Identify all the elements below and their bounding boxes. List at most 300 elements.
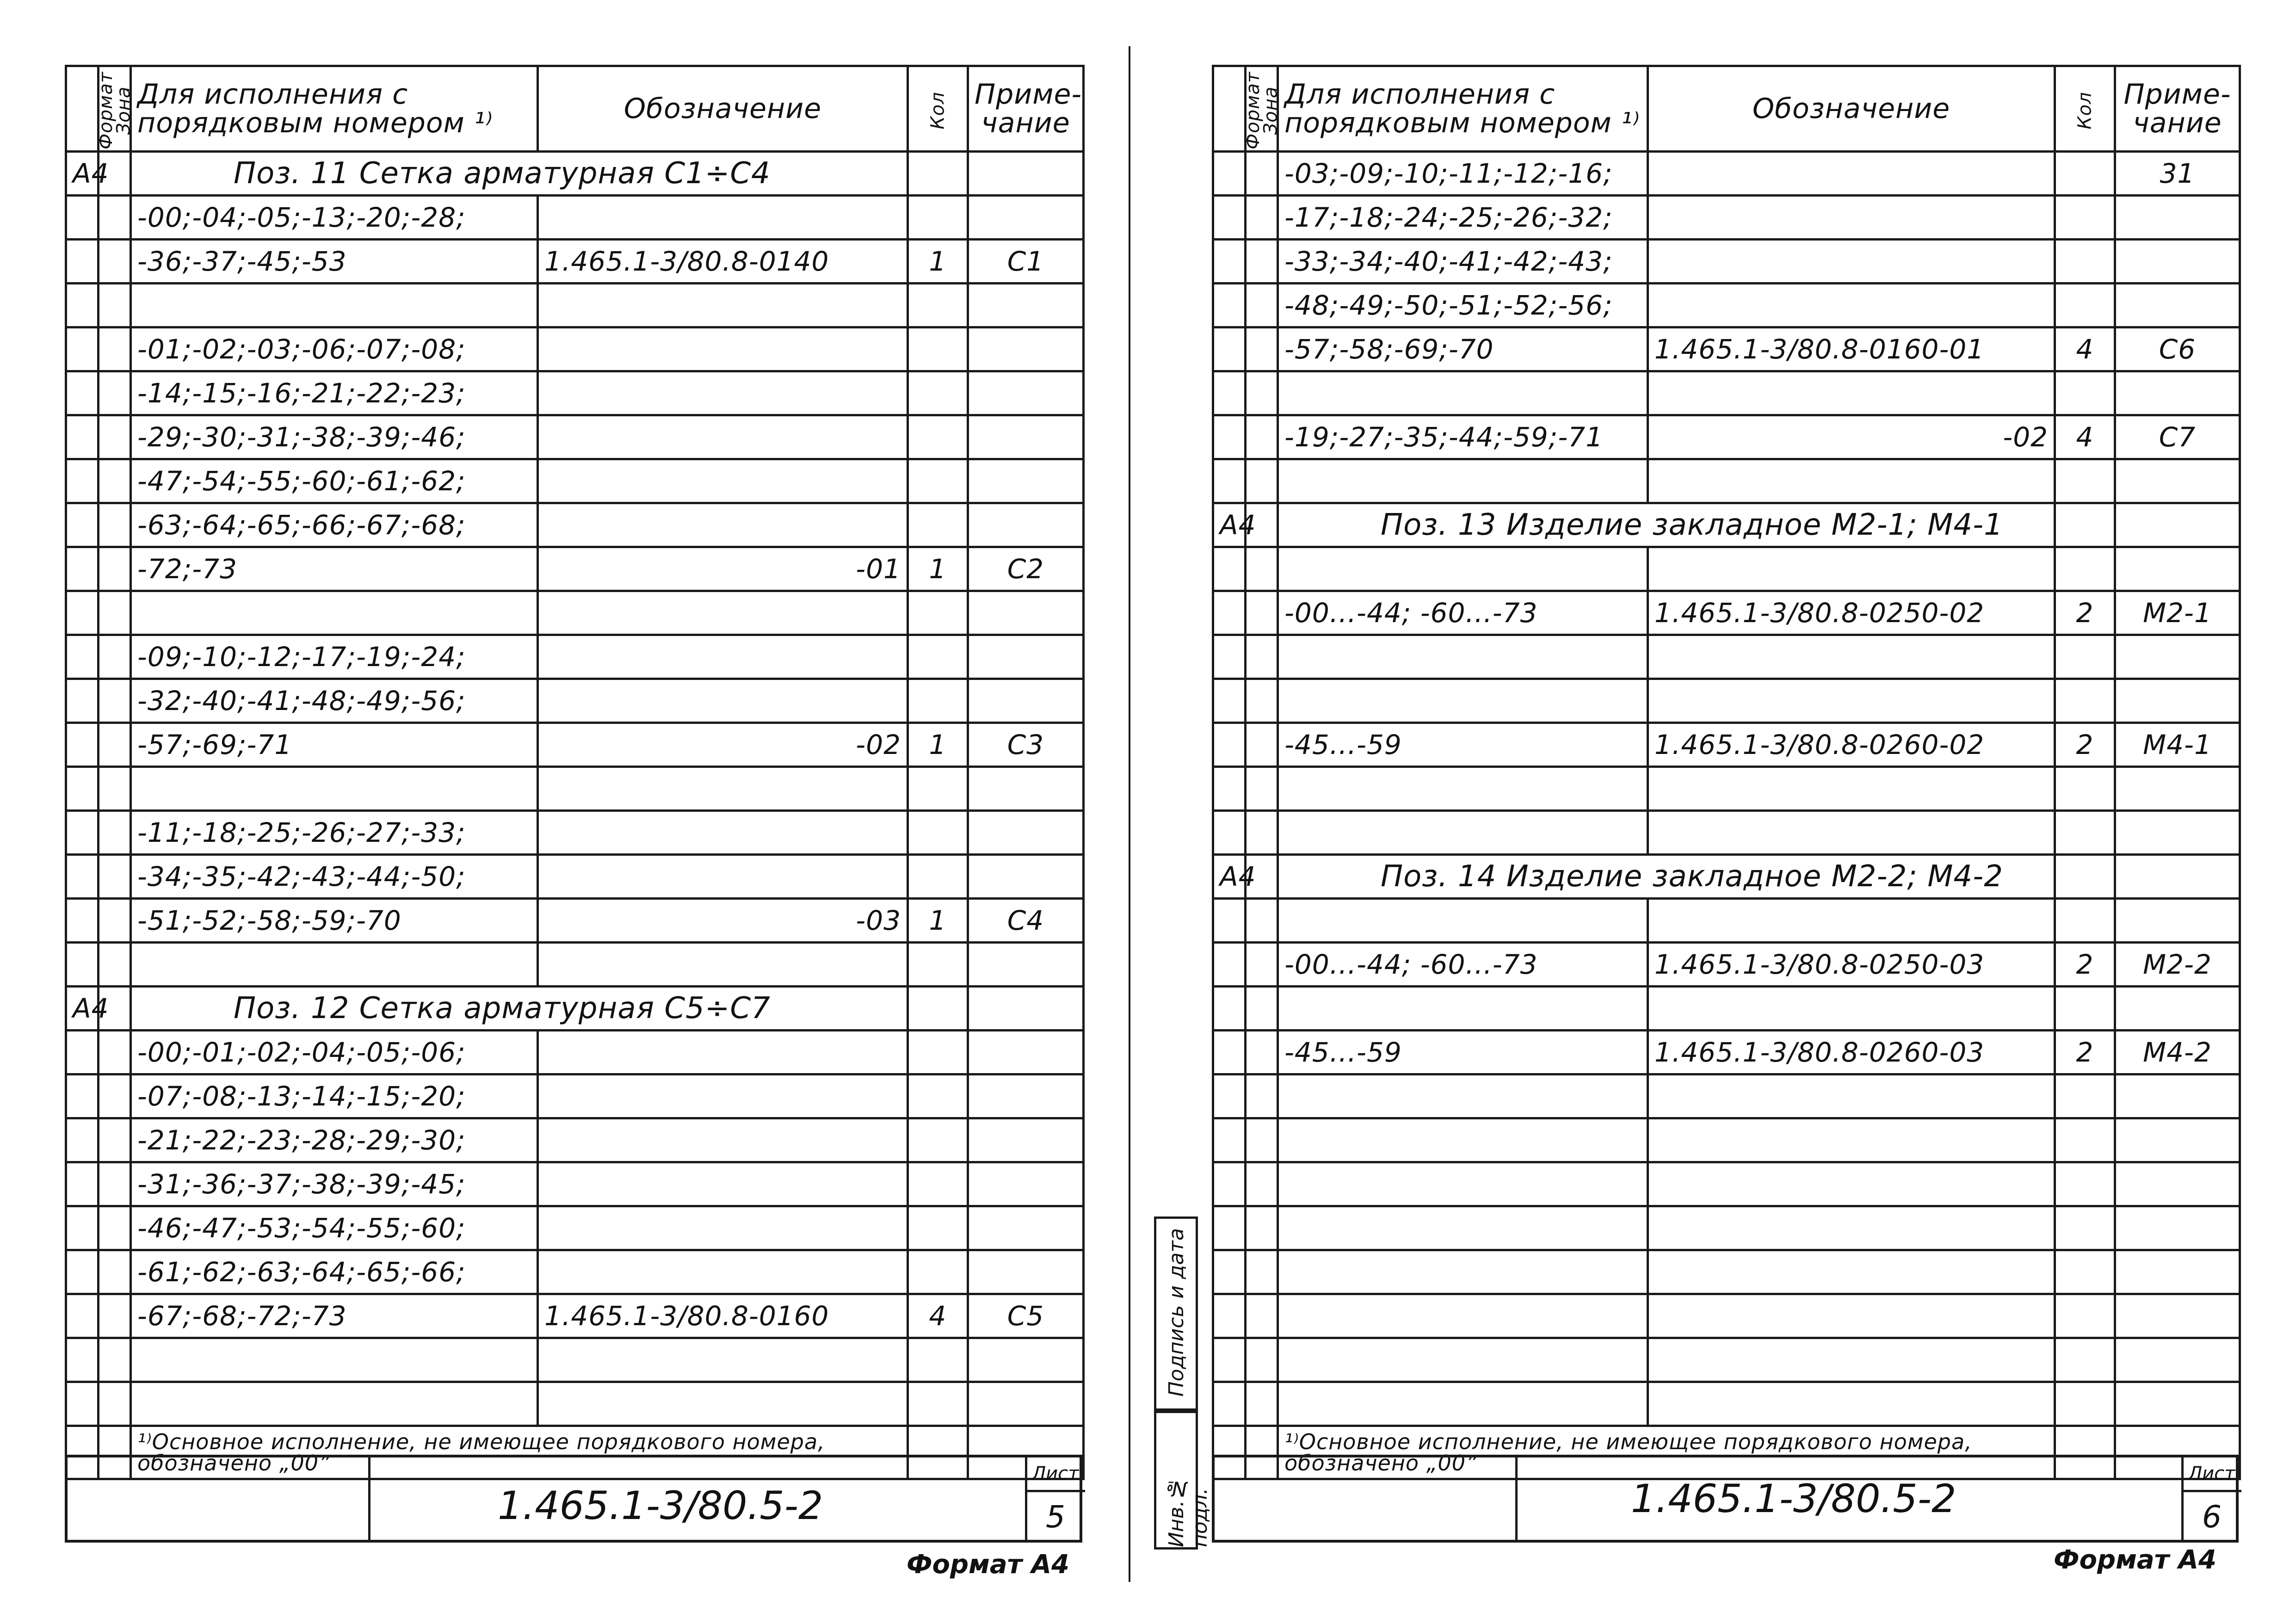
cell-designation [1648, 152, 2055, 196]
cell-variant [1278, 371, 1648, 415]
cell-zone [99, 240, 131, 284]
section-title-row [1213, 503, 2240, 547]
table-row [1213, 1338, 2240, 1382]
cell-qty [908, 855, 968, 899]
cell-qty: 2 [2055, 943, 2115, 987]
cell-note [968, 591, 1084, 635]
cell-note [968, 811, 1084, 855]
cell-designation [1648, 371, 2055, 415]
cell-variant: -61;-62;-63;-64;-65;-66; [131, 1250, 538, 1294]
cell-variant: -32;-40;-41;-48;-49;-56; [131, 679, 538, 723]
cell-designation [1648, 1162, 2055, 1206]
cell-qty [908, 679, 968, 723]
table-row [66, 943, 1084, 987]
cell-format [1213, 1031, 1246, 1074]
table-row [1213, 679, 2240, 723]
header-zone: Зона [1246, 66, 1278, 152]
cell-qty: 1 [908, 240, 968, 284]
header-designation: Обозначение [538, 66, 908, 152]
cell-variant: -09;-10;-12;-17;-19;-24; [131, 635, 538, 679]
cell-format: А4 [1213, 855, 1246, 899]
cell-zone [1246, 1031, 1278, 1074]
cell-zone [1246, 1118, 1278, 1162]
cell-qty [908, 503, 968, 547]
cell-format [66, 1162, 99, 1206]
cell-zone [1246, 459, 1278, 503]
cell-note [968, 327, 1084, 371]
table-row [1213, 635, 2240, 679]
cell-format [66, 240, 99, 284]
cell-note [968, 415, 1084, 459]
cell-designation [538, 679, 908, 723]
cell-qty [908, 1250, 968, 1294]
footnote: ¹⁾Основное исполнение, не имеющее порядкового номера, обозначено „00” [131, 1426, 908, 1479]
cell-format: А4 [1213, 503, 1246, 547]
cell-qty [908, 371, 968, 415]
header-qty: Кол [908, 66, 968, 152]
cell-qty [2055, 1250, 2115, 1294]
cell-note [968, 1162, 1084, 1206]
cell-variant: -72;-73 [131, 547, 538, 591]
table-row [66, 1031, 1084, 1074]
cell-note [968, 767, 1084, 811]
cell-format [1213, 811, 1246, 855]
cell-format [1213, 1338, 1246, 1382]
cell-variant: -17;-18;-24;-25;-26;-32; [1278, 196, 1648, 240]
cell-qty [908, 811, 968, 855]
cell-qty [2055, 1382, 2115, 1426]
spec-table-left [65, 65, 1085, 1480]
cell-note: С5 [968, 1294, 1084, 1338]
table-row [1213, 899, 2240, 943]
cell-note [2115, 196, 2240, 240]
cell-designation [1648, 679, 2055, 723]
cell-zone [99, 855, 131, 899]
cell-zone [1246, 547, 1278, 591]
cell-zone [99, 547, 131, 591]
cell-note: М4-2 [2115, 1031, 2240, 1074]
cell-variant [1278, 1206, 1648, 1250]
cell-format [66, 547, 99, 591]
cell-format [66, 284, 99, 327]
cell-qty [2055, 1162, 2115, 1206]
cell-designation [538, 1118, 908, 1162]
cell-zone [1246, 415, 1278, 459]
cell-note [968, 503, 1084, 547]
cell-format [1213, 943, 1246, 987]
cell-qty [908, 1118, 968, 1162]
cell-note [2115, 899, 2240, 943]
cell-qty [908, 987, 968, 1031]
cell-zone [99, 503, 131, 547]
cell-format [1213, 240, 1246, 284]
table-row [1213, 371, 2240, 415]
cell-zone [1246, 767, 1278, 811]
cell-note [968, 943, 1084, 987]
table-row [1213, 1206, 2240, 1250]
sheet-label: Лист [1032, 1463, 1079, 1484]
table-row [1213, 1294, 2240, 1338]
cell-designation [538, 811, 908, 855]
table-row [66, 1338, 1084, 1382]
cell-note [968, 1338, 1084, 1382]
cell-designation [538, 1162, 908, 1206]
cell-format [1213, 723, 1246, 767]
cell-note [968, 152, 1084, 196]
cell-format [1213, 152, 1246, 196]
cell-format [1213, 591, 1246, 635]
cell-designation [1648, 1294, 2055, 1338]
cell-zone [1246, 371, 1278, 415]
cell-note [968, 196, 1084, 240]
section-title: Поз. 14 Изделие закладное М2-2; М4-2 [1278, 855, 2055, 899]
cell-variant [131, 284, 538, 327]
cell-designation [538, 196, 908, 240]
cell-note: С6 [2115, 327, 2240, 371]
cell-format [1213, 1074, 1246, 1118]
cell-variant: -01;-02;-03;-06;-07;-08; [131, 327, 538, 371]
cell-zone [99, 723, 131, 767]
cell-designation [538, 327, 908, 371]
cell-format [1213, 635, 1246, 679]
cell-format [1213, 284, 1246, 327]
cell-note [968, 459, 1084, 503]
cell-qty [2055, 284, 2115, 327]
cell-note [2115, 1118, 2240, 1162]
header-variant: Для исполнения с порядковым номером ¹⁾ [1278, 66, 1648, 152]
section-title: Поз. 11 Сетка арматурная С1÷С4 [131, 152, 908, 196]
cell-format [66, 1338, 99, 1382]
cell-zone [1246, 327, 1278, 371]
cell-qty [908, 943, 968, 987]
table-row [66, 1118, 1084, 1162]
cell-designation [1648, 1206, 2055, 1250]
cell-qty [908, 1338, 968, 1382]
table-row [1213, 547, 2240, 591]
cell-zone [99, 1118, 131, 1162]
cell-note: 31 [2115, 152, 2240, 196]
cell-zone [99, 1382, 131, 1426]
cell-qty [2055, 1074, 2115, 1118]
cell-note [968, 284, 1084, 327]
section-title: Поз. 12 Сетка арматурная С5÷С7 [131, 987, 908, 1031]
table-row [66, 679, 1084, 723]
cell-zone [99, 459, 131, 503]
table-row [66, 459, 1084, 503]
footnote: ¹⁾Основное исполнение, не имеющее порядкового номера, обозначено „00” [1278, 1426, 2055, 1479]
cell-format [66, 459, 99, 503]
cell-note [968, 1250, 1084, 1294]
cell-zone [1246, 987, 1278, 1031]
cell-variant [1278, 987, 1648, 1031]
cell-zone [99, 811, 131, 855]
table-row [1213, 1382, 2240, 1426]
cell-format [66, 415, 99, 459]
table-row [1213, 1031, 2240, 1074]
cell-zone [99, 899, 131, 943]
cell-note [968, 1074, 1084, 1118]
cell-designation: 1.465.1-3/80.8-0160-01 [1648, 327, 2055, 371]
cell-format [66, 1074, 99, 1118]
cell-variant: -03;-09;-10;-11;-12;-16; [1278, 152, 1648, 196]
table-row [1213, 811, 2240, 855]
cell-designation [538, 1338, 908, 1382]
table-row [66, 1162, 1084, 1206]
cell-variant [131, 1382, 538, 1426]
table-row [1213, 152, 2240, 196]
table-row [66, 635, 1084, 679]
cell-variant [1278, 1382, 1648, 1426]
cell-zone [99, 767, 131, 811]
cell-note [2115, 1074, 2240, 1118]
cell-variant: -34;-35;-42;-43;-44;-50; [131, 855, 538, 899]
cell-note [968, 1031, 1084, 1074]
cell-variant: -14;-15;-16;-21;-22;-23; [131, 371, 538, 415]
header-format: Формат [66, 66, 99, 152]
table-row [1213, 723, 2240, 767]
side-stamp-inv: Инв.№ подл. [1154, 1411, 1198, 1550]
cell-designation: 1.465.1-3/80.8-0160 [538, 1294, 908, 1338]
title-block [65, 1455, 1082, 1543]
cell-qty: 2 [2055, 1031, 2115, 1074]
table-row [1213, 987, 2240, 1031]
cell-designation [538, 1250, 908, 1294]
table-row [1213, 459, 2240, 503]
cell-format [66, 635, 99, 679]
cell-designation: 1.465.1-3/80.8-0250-03 [1648, 943, 2055, 987]
spec-body-right [1213, 152, 2240, 1426]
table-row [66, 1074, 1084, 1118]
cell-variant: -00...-44; -60...-73 [1278, 943, 1648, 987]
cell-designation [538, 1031, 908, 1074]
cell-designation [1648, 635, 2055, 679]
cell-note: С7 [2115, 415, 2240, 459]
table-row [1213, 240, 2240, 284]
cell-note [968, 635, 1084, 679]
right-sheet [1212, 65, 2239, 1575]
cell-designation [538, 1382, 908, 1426]
cell-variant: -67;-68;-72;-73 [131, 1294, 538, 1338]
cell-designation [1648, 811, 2055, 855]
cell-format [66, 855, 99, 899]
cell-zone [1246, 1074, 1278, 1118]
cell-qty [908, 1206, 968, 1250]
cell-variant: -45...-59 [1278, 1031, 1648, 1074]
table-row [66, 240, 1084, 284]
cell-zone [99, 591, 131, 635]
table-row [66, 547, 1084, 591]
cell-designation [538, 415, 908, 459]
cell-variant [1278, 459, 1648, 503]
cell-note: С3 [968, 723, 1084, 767]
cell-designation: -02 [538, 723, 908, 767]
cell-qty [908, 591, 968, 635]
cell-format [66, 767, 99, 811]
cell-note [2115, 1382, 2240, 1426]
cell-format [66, 679, 99, 723]
cell-format [66, 1206, 99, 1250]
cell-format [1213, 1118, 1246, 1162]
cell-designation [1648, 1118, 2055, 1162]
table-row [1213, 284, 2240, 327]
table-row [66, 371, 1084, 415]
cell-qty [908, 767, 968, 811]
cell-format [66, 1250, 99, 1294]
cell-zone [1246, 1162, 1278, 1206]
cell-variant [1278, 1118, 1648, 1162]
cell-qty [2055, 371, 2115, 415]
cell-qty [2055, 152, 2115, 196]
cell-format [1213, 371, 1246, 415]
cell-variant [1278, 1294, 1648, 1338]
cell-variant: -45...-59 [1278, 723, 1648, 767]
cell-format [1213, 1294, 1246, 1338]
cell-note: М4-1 [2115, 723, 2240, 767]
table-row [66, 1206, 1084, 1250]
cell-designation [538, 371, 908, 415]
cell-designation: 1.465.1-3/80.8-0250-02 [1648, 591, 2055, 635]
cell-note [2115, 1250, 2240, 1294]
cell-variant [1278, 547, 1648, 591]
sheet-label: Лист [2188, 1463, 2235, 1484]
cell-variant: -47;-54;-55;-60;-61;-62; [131, 459, 538, 503]
cell-variant [1278, 811, 1648, 855]
cell-note [968, 1118, 1084, 1162]
table-row [66, 591, 1084, 635]
cell-zone [1246, 1382, 1278, 1426]
cell-variant [1278, 1338, 1648, 1382]
cell-note [968, 1382, 1084, 1426]
cell-format [66, 899, 99, 943]
cell-designation [538, 459, 908, 503]
cell-zone [1246, 723, 1278, 767]
cell-designation [538, 855, 908, 899]
table-row [66, 855, 1084, 899]
cell-zone [99, 1250, 131, 1294]
cell-note: М2-1 [2115, 591, 2240, 635]
table-row [66, 503, 1084, 547]
cell-qty [908, 1031, 968, 1074]
cell-note [2115, 503, 2240, 547]
cell-qty [2055, 547, 2115, 591]
cell-zone [1246, 635, 1278, 679]
cell-variant [1278, 679, 1648, 723]
cell-zone [99, 679, 131, 723]
cell-variant [131, 591, 538, 635]
cell-format [1213, 547, 1246, 591]
cell-designation [1648, 196, 2055, 240]
cell-note [2115, 855, 2240, 899]
cell-variant [1278, 1074, 1648, 1118]
cell-note [2115, 767, 2240, 811]
cell-variant: -46;-47;-53;-54;-55;-60; [131, 1206, 538, 1250]
cell-qty [908, 327, 968, 371]
table-row [1213, 196, 2240, 240]
header-designation: Обозначение [1648, 66, 2055, 152]
cell-variant [1278, 899, 1648, 943]
cell-designation [538, 767, 908, 811]
cell-qty [2055, 635, 2115, 679]
cell-format [1213, 327, 1246, 371]
cell-designation [1648, 284, 2055, 327]
cell-format: А4 [66, 987, 99, 1031]
cell-variant: -33;-34;-40;-41;-42;-43; [1278, 240, 1648, 284]
cell-format [1213, 987, 1246, 1031]
cell-zone [99, 1206, 131, 1250]
table-header [66, 66, 1084, 152]
cell-format [66, 723, 99, 767]
cell-zone [1246, 811, 1278, 855]
section-title-row [66, 987, 1084, 1031]
cell-note [2115, 679, 2240, 723]
cell-format [66, 1031, 99, 1074]
cell-note [2115, 1206, 2240, 1250]
cell-designation [538, 1206, 908, 1250]
cell-qty [2055, 1206, 2115, 1250]
cell-zone [99, 1294, 131, 1338]
table-row [66, 196, 1084, 240]
cell-variant [1278, 635, 1648, 679]
cell-note [2115, 240, 2240, 284]
sheet-number: 5 [1046, 1499, 1065, 1535]
cell-qty: 2 [2055, 723, 2115, 767]
cell-note: М2-2 [2115, 943, 2240, 987]
header-variant: Для исполнения с порядковым номером ¹⁾ [131, 66, 538, 152]
cell-variant: -00;-04;-05;-13;-20;-28; [131, 196, 538, 240]
cell-variant: -36;-37;-45;-53 [131, 240, 538, 284]
cell-zone [1246, 196, 1278, 240]
cell-zone [1246, 1338, 1278, 1382]
cell-qty [908, 152, 968, 196]
format-label: Формат А4 [907, 1550, 1069, 1580]
cell-qty: 4 [908, 1294, 968, 1338]
cell-qty [908, 196, 968, 240]
cell-zone [99, 371, 131, 415]
table-row [1213, 327, 2240, 371]
cell-note [2115, 547, 2240, 591]
cell-zone [1246, 284, 1278, 327]
cell-zone [99, 1074, 131, 1118]
cell-designation [538, 591, 908, 635]
cell-note: С2 [968, 547, 1084, 591]
cell-note [968, 855, 1084, 899]
cell-format [66, 811, 99, 855]
cell-format [66, 1294, 99, 1338]
cell-designation [1648, 240, 2055, 284]
document-code: 1.465.1-3/80.5-2 [498, 1483, 823, 1528]
cell-designation [1648, 899, 2055, 943]
cell-qty: 2 [2055, 591, 2115, 635]
cell-qty [2055, 196, 2115, 240]
spec-table-right [1212, 65, 2241, 1480]
table-row [66, 723, 1084, 767]
cell-designation: 1.465.1-3/80.8-0260-03 [1648, 1031, 2055, 1074]
cell-variant [1278, 1162, 1648, 1206]
header-note: Приме-чание [2115, 66, 2240, 152]
cell-qty [908, 1074, 968, 1118]
format-label: Формат А4 [2054, 1545, 2216, 1575]
cell-note [2115, 635, 2240, 679]
cell-designation: -03 [538, 899, 908, 943]
cell-designation: -01 [538, 547, 908, 591]
cell-variant: -21;-22;-23;-28;-29;-30; [131, 1118, 538, 1162]
cell-variant [131, 767, 538, 811]
cell-designation [1648, 987, 2055, 1031]
cell-variant: -57;-69;-71 [131, 723, 538, 767]
cell-qty [2055, 767, 2115, 811]
cell-zone [1246, 943, 1278, 987]
cell-zone [1246, 1250, 1278, 1294]
